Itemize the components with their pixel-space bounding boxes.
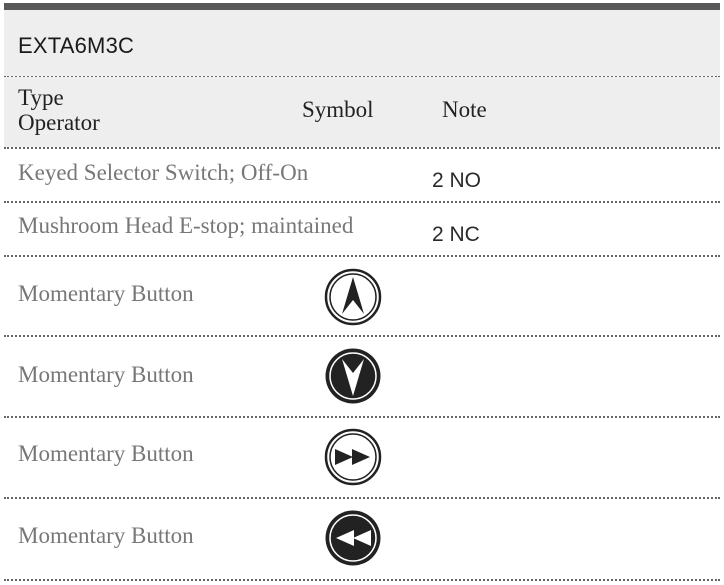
table-row (4, 418, 720, 497)
header-note: Note (442, 97, 487, 122)
operator-cell: Momentary Button (18, 281, 194, 306)
table-row (4, 203, 720, 255)
down-arrow-filled-icon (324, 347, 382, 405)
product-title: EXTA6M3C (18, 33, 135, 58)
operator-cell: Keyed Selector Switch; Off-On (18, 160, 309, 185)
note-cell: 2 NC (432, 223, 480, 246)
operator-cell: Momentary Button (18, 441, 194, 466)
operator-cell: Momentary Button (18, 362, 194, 387)
header-operator: Operator (18, 110, 100, 135)
header-type: Type (18, 85, 64, 110)
table-row (4, 257, 720, 335)
table-row (4, 337, 720, 416)
table-row (4, 149, 720, 201)
divider (4, 579, 720, 581)
up-arrow-outline-icon (324, 268, 382, 326)
top-rule (4, 3, 720, 10)
operator-cell: Momentary Button (18, 523, 194, 548)
rewind-filled-icon (324, 509, 382, 567)
note-cell: 2 NO (432, 169, 482, 192)
table-row (4, 499, 720, 579)
header-symbol: Symbol (302, 97, 374, 122)
fast-forward-outline-icon (324, 428, 382, 486)
header-type-operator (18, 85, 100, 135)
title-band (4, 10, 720, 76)
table-header (4, 77, 720, 147)
operator-cell: Mushroom Head E-stop; maintained (18, 213, 354, 238)
